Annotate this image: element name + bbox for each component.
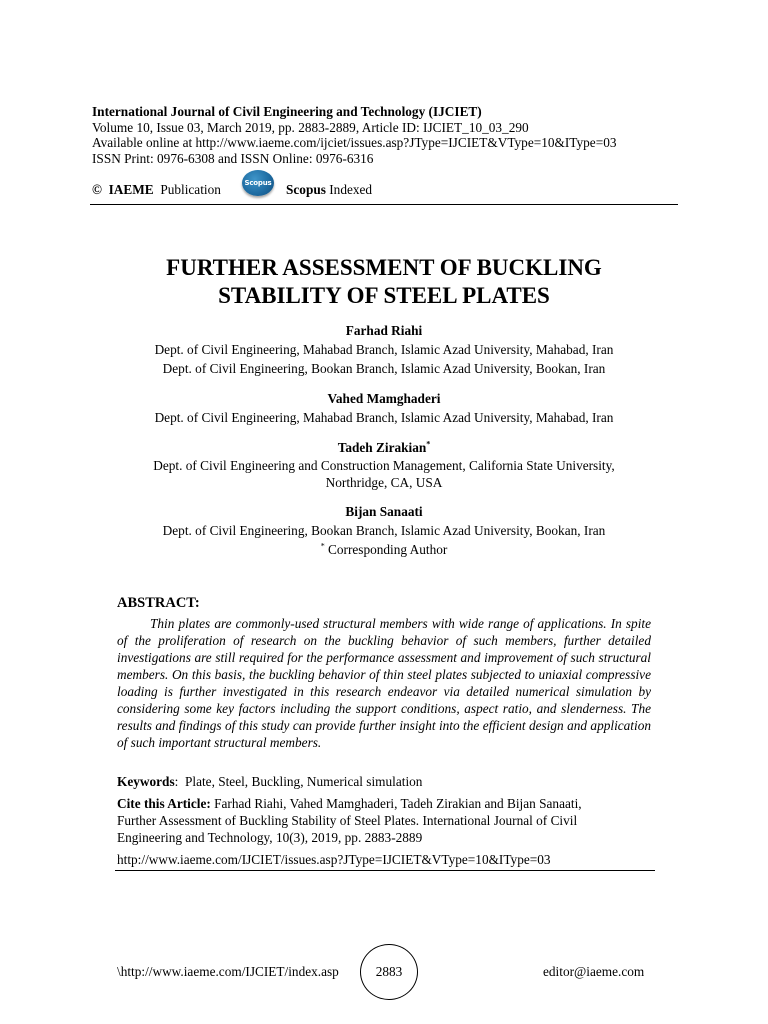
- volume-line: Volume 10, Issue 03, March 2019, pp. 2883-2889, Article ID: IJCIET_10_03_290: [92, 119, 529, 135]
- author-name-text: Tadeh Zirakian: [337, 440, 427, 455]
- scopus-text: Scopus: [286, 182, 326, 197]
- author-affiliation: Dept. of Civil Engineering and Construction Management, California State University,: [153, 458, 615, 473]
- paper-title: [90, 254, 678, 310]
- corresponding-marker: *: [426, 439, 431, 449]
- keywords-line: [117, 774, 422, 790]
- indexed-text: Indexed: [329, 182, 373, 197]
- keywords-colon: :: [174, 774, 179, 789]
- citation-divider: [115, 870, 655, 871]
- footer-url-link[interactable]: \http://www.iaeme.com/IJCIET/index.asp: [117, 964, 339, 979]
- corresponding-marker: *: [320, 541, 325, 551]
- author-affiliation: Dept. of Civil Engineering, Mahabad Branch, Islamic Azad University, Mahabad, Iran: [154, 410, 614, 425]
- abstract-body: Thin plates are commonly-used structural members with wide range of applications. In spite of the proliferation of research on the buckling behavior of such members, further detailed investigations are still required for the performance assessment and improvement of such structural members. On this basis, the buckling behavior of thin steel plates subjected to uniaxial compressive loading is further investigated in this research endeavor via detailed numerical simulation by considering some key factors including the support conditions, aspect ratio, and slenderness. The results and findings of this study can provide further insight into the efficient design and application of such important structural members.: [117, 616, 651, 750]
- header-divider: [90, 204, 678, 205]
- citation-block: [117, 795, 617, 846]
- title-line-1: FURTHER ASSESSMENT OF BUCKLING: [166, 255, 602, 280]
- publisher-name: IAEME: [108, 182, 154, 197]
- author-block: [100, 322, 668, 559]
- author-name: Bijan Sanaati: [345, 504, 423, 519]
- author-name: Farhad Riahi: [345, 323, 423, 338]
- citation-link[interactable]: http://www.iaeme.com/IJCIET/issues.asp?JType=IJCIET&VType=10&IType=03: [117, 852, 551, 867]
- corresponding-author-note: [100, 540, 668, 559]
- page-number: 2883: [360, 944, 418, 1000]
- issn-line: ISSN Print: 0976-6308 and ISSN Online: 0976-6316: [92, 150, 374, 166]
- journal-header: [92, 104, 682, 166]
- title-line-2: STABILITY OF STEEL PLATES: [218, 283, 550, 308]
- keywords-text: Plate, Steel, Buckling, Numerical simulation: [184, 774, 423, 789]
- online-availability-line: Available online at http://www.iaeme.com/ijciet/issues.asp?JType=IJCIET&VType=10&IType=03: [92, 135, 617, 150]
- publisher-credit: [92, 182, 221, 198]
- publication-label: Publication: [160, 182, 221, 197]
- corresponding-text: Corresponding Author: [324, 542, 448, 557]
- keywords-label: Keywords: [117, 774, 175, 789]
- copyright-symbol: ©: [92, 182, 102, 197]
- author-affiliation: Northridge, CA, USA: [325, 475, 443, 490]
- author-affiliation: Dept. of Civil Engineering, Bookan Branch, Islamic Azad University, Bookan, Iran: [162, 523, 606, 538]
- author-affiliation: Dept. of Civil Engineering, Mahabad Branch, Islamic Azad University, Mahabad, Iran: [154, 342, 614, 357]
- footer-email-link[interactable]: editor@iaeme.com: [543, 964, 645, 979]
- author-affiliation: Dept. of Civil Engineering, Bookan Branch, Islamic Azad University, Bookan, Iran: [162, 361, 606, 376]
- scopus-logo-icon: Scopus: [242, 170, 274, 196]
- abstract-heading: ABSTRACT:: [117, 595, 200, 611]
- cite-text: Farhad Riahi, Vahed Mamghaderi, Tadeh Zirakian and Bijan Sanaati, Further Assessment of Buckling Stability of Steel Plates. International Journal of Civil Engineering and Technology, 10(3), 2019, pp. 2883-2889: [117, 796, 582, 845]
- author-name-corresponding: [100, 439, 668, 457]
- scopus-indexed-label: [286, 182, 372, 198]
- journal-title: International Journal of Civil Engineering and Technology (IJCIET): [92, 104, 482, 119]
- publication-row: [92, 170, 682, 200]
- author-name: Vahed Mamghaderi: [327, 391, 441, 406]
- cite-label: Cite this Article:: [117, 796, 211, 811]
